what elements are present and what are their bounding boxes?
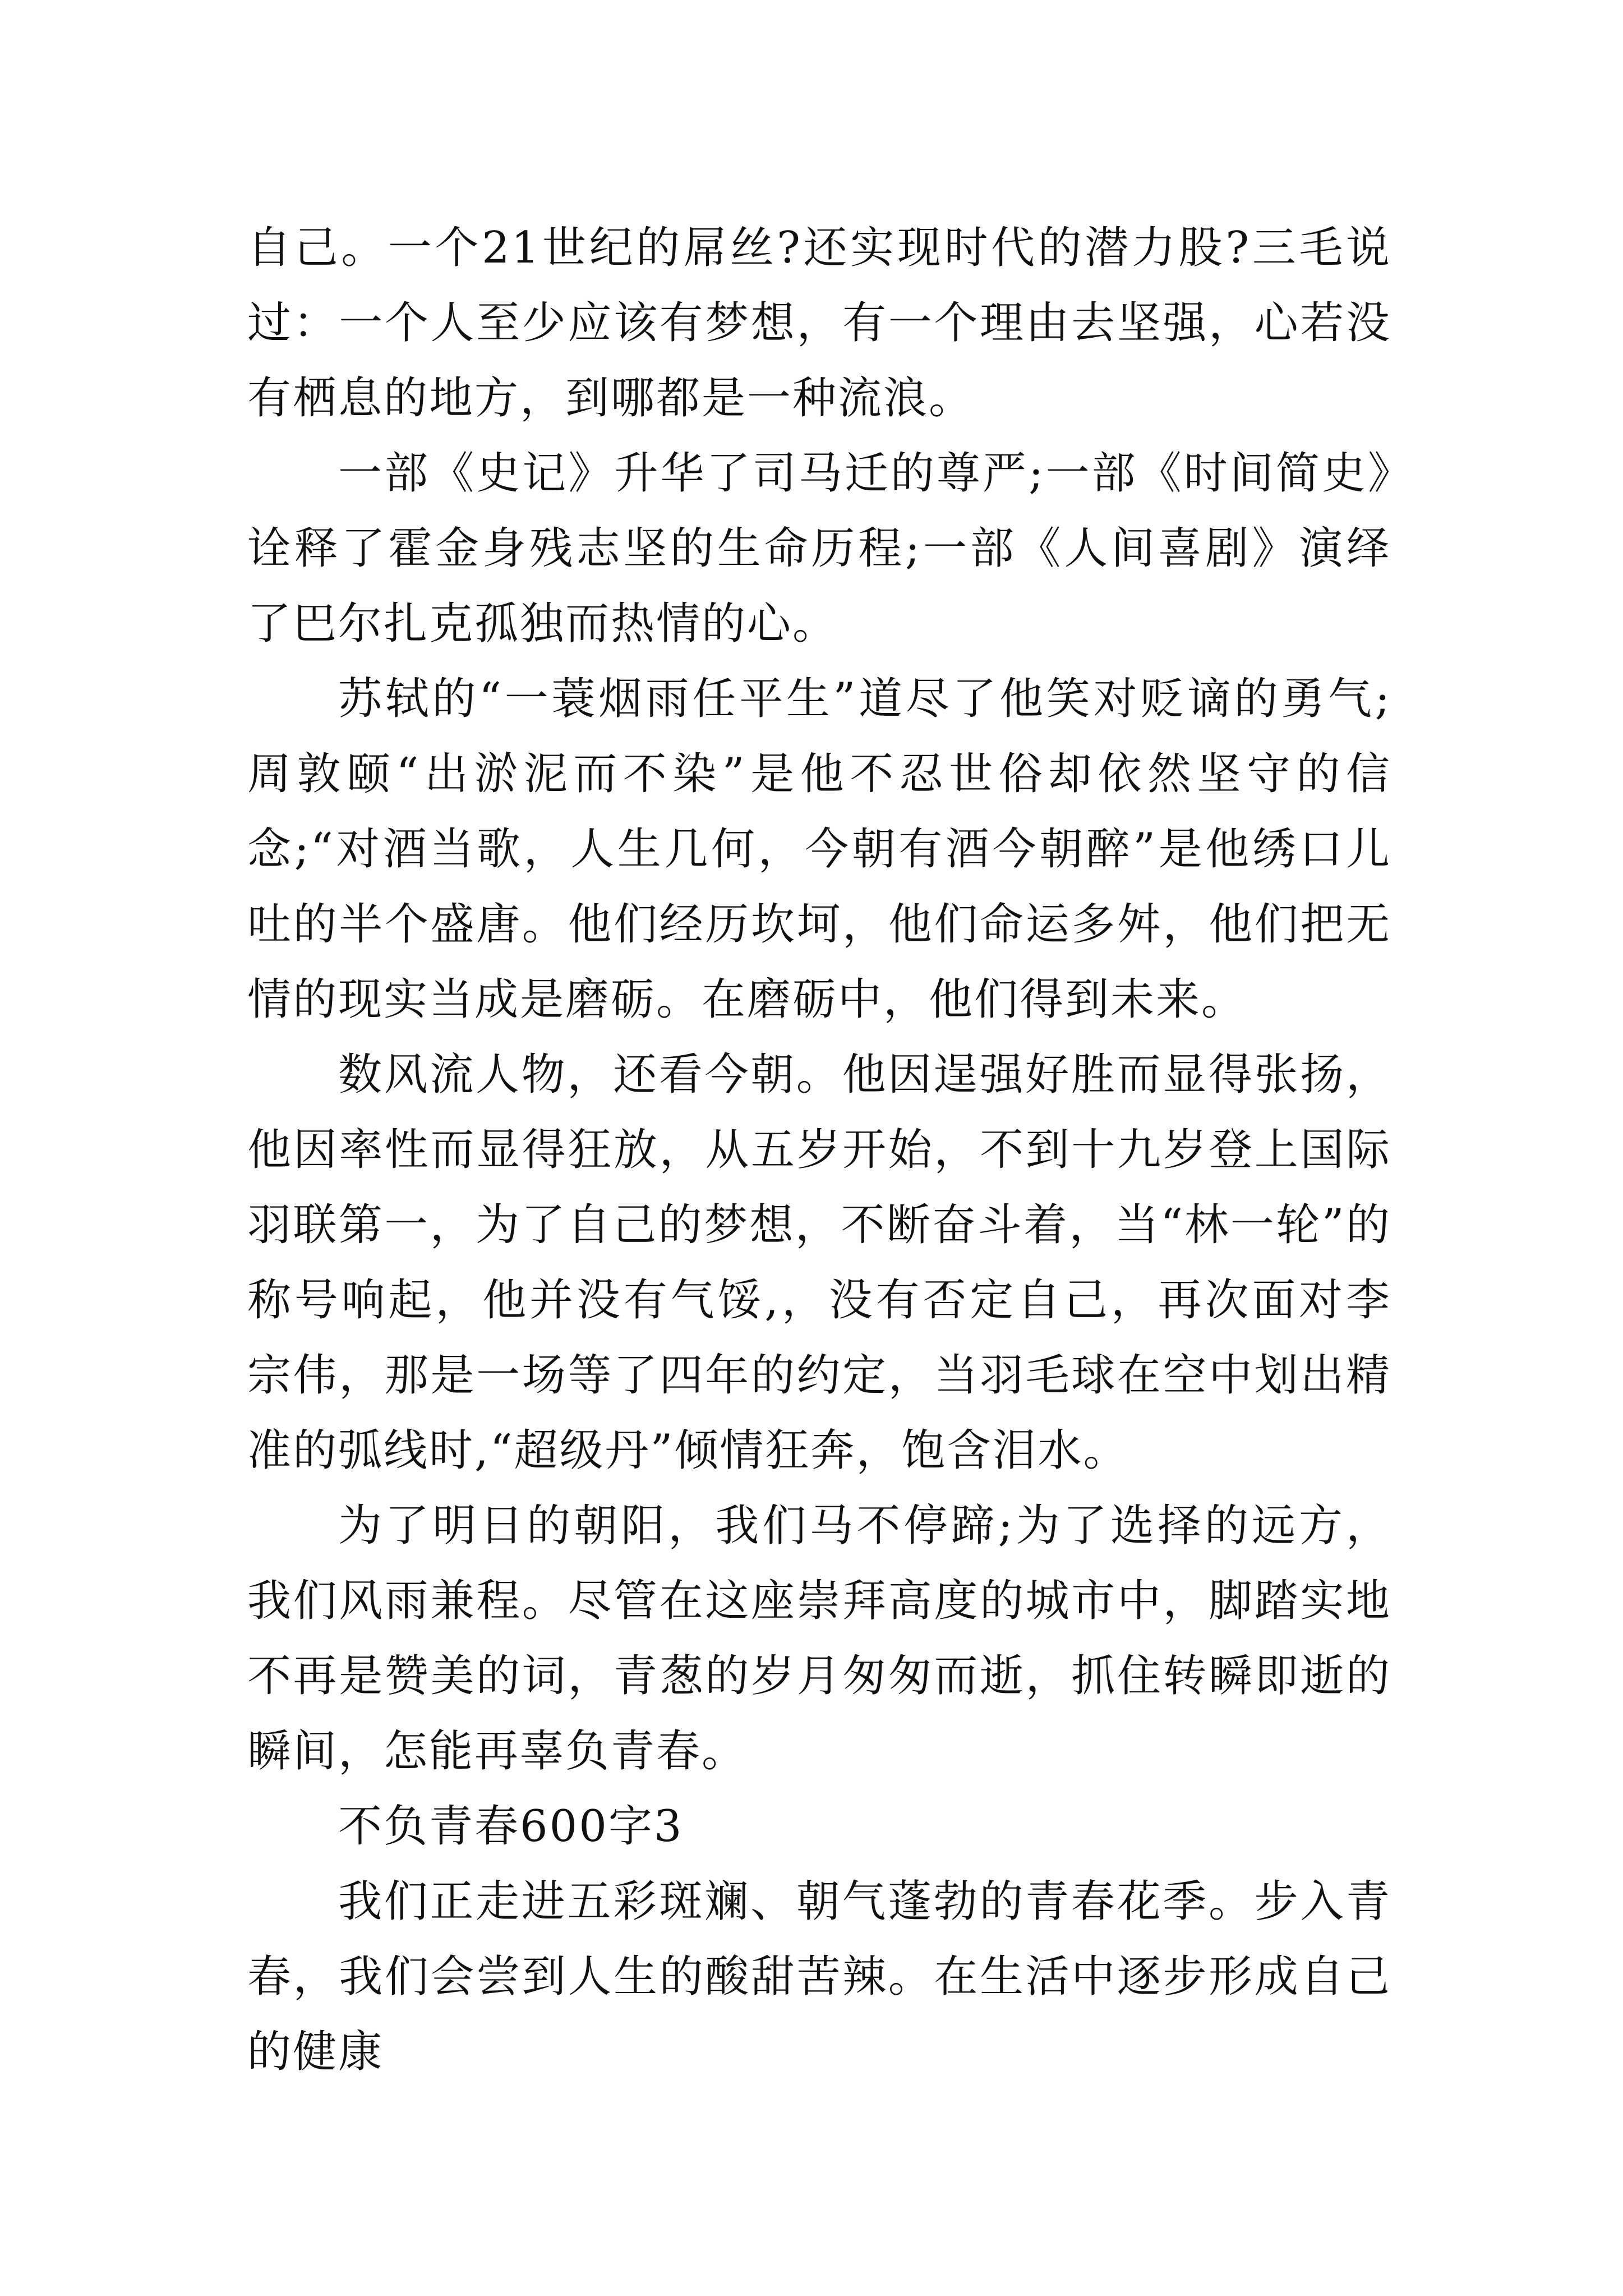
paragraph-tomorrow: 为了明日的朝阳，我们马不停蹄;为了选择的远方，我们风雨兼程。尽管在这座崇拜高度的城市中，脚踏实地不再是赞美的词，青葱的岁月匆匆而逝，抓住转瞬即逝的瞬间，怎能再辜负青春。 [247, 1501, 1391, 1777]
document-body [247, 210, 1391, 2090]
paragraph-lindan: 数风流人物，还看今朝。他因逞强好胜而显得张扬，他因率性而显得狂放，从五岁开始，不到十九岁登上国际羽联第一，为了自己的梦想，不断奋斗着，当“林一轮”的称号响起，他并没有气馁,，没有否定自己，再次面对李宗伟，那是一场等了四年的约定，当羽毛球在空中划出精准的弧线时,“超级丹”倾情狂奔，饱含泪水。 [247, 1050, 1391, 1476]
section-heading: 不负青春600字3 [338, 1801, 684, 1852]
paragraph-continuation: 自己。一个21世纪的屌丝?还实现时代的潜力股?三毛说过：一个人至少应该有梦想，有一个理由去坚强，心若没有栖息的地方，到哪都是一种流浪。 [247, 223, 1391, 424]
paragraph-shiji: 一部《史记》升华了司马迁的尊严;一部《时间简史》诠释了霍金身残志坚的生命历程;一部《人间喜剧》演绎了巴尔扎克孤独而热情的心。 [247, 448, 1391, 649]
paragraph-sushi: 苏轼的“一蓑烟雨任平生”道尽了他笑对贬谪的勇气;周敦颐“出淤泥而不染”是他不忍世俗却依然坚守的信念;“对酒当歌，人生几何，今朝有酒今朝醉”是他绣口儿吐的半个盛唐。他们经历坎坷，他们命运多舛，他们把无情的现实当成是磨砺。在磨砺中，他们得到未来。 [247, 674, 1391, 1025]
paragraph-youth: 我们正走进五彩斑斓、朝气蓬勃的青春花季。步入青春，我们会尝到人生的酸甜苦辣。在生活中逐步形成自己的健康 [247, 1876, 1391, 2077]
